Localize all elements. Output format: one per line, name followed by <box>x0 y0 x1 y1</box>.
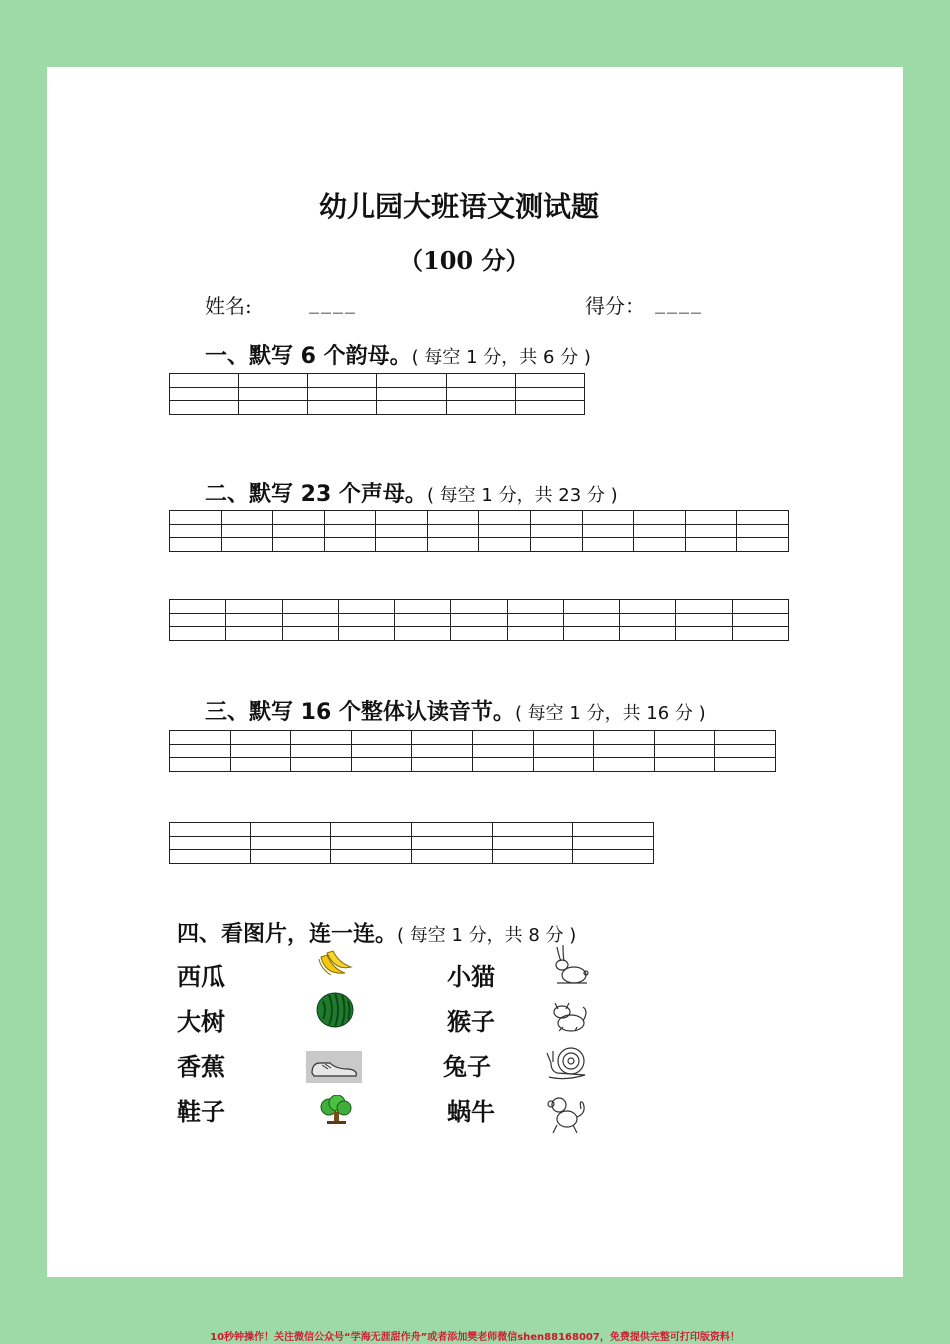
pinyin-writing-cell[interactable] <box>170 837 251 850</box>
section-4-heading <box>177 917 576 948</box>
pinyin-writing-cell[interactable] <box>282 627 338 641</box>
pinyin-writing-cell[interactable] <box>479 525 531 538</box>
pinyin-writing-cell[interactable] <box>573 850 654 864</box>
pinyin-writing-cell[interactable] <box>291 745 352 758</box>
pinyin-writing-cell[interactable] <box>170 538 222 552</box>
pinyin-writing-cell[interactable] <box>715 731 776 745</box>
pinyin-writing-cell[interactable] <box>230 758 291 772</box>
grid-line-row <box>170 511 789 525</box>
section-1-title: 一、默写 6 个韵母。 <box>205 344 412 369</box>
pinyin-writing-cell[interactable] <box>472 745 533 758</box>
pinyin-writing-cell[interactable] <box>324 511 376 525</box>
grid-line-row <box>170 600 789 614</box>
pinyin-writing-cell[interactable] <box>395 627 451 641</box>
word-kitten[interactable]: 小猫 <box>447 962 495 991</box>
pinyin-writing-cell[interactable] <box>620 614 676 627</box>
pinyin-writing-cell[interactable] <box>282 600 338 614</box>
word-banana[interactable]: 香蕉 <box>177 1052 225 1081</box>
pinyin-writing-cell[interactable] <box>573 823 654 837</box>
pinyin-writing-cell[interactable] <box>376 525 428 538</box>
pinyin-writing-cell[interactable] <box>412 745 473 758</box>
pinyin-writing-cell[interactable] <box>634 525 686 538</box>
pinyin-writing-cell[interactable] <box>221 538 273 552</box>
pinyin-writing-cell[interactable] <box>170 850 251 864</box>
word-monkey[interactable]: 猴子 <box>447 1007 495 1036</box>
grid-line-row <box>170 525 789 538</box>
pinyin-writing-cell[interactable] <box>377 401 446 415</box>
pinyin-writing-cell[interactable] <box>412 758 473 772</box>
grid-line-row <box>170 627 789 641</box>
pinyin-writing-cell[interactable] <box>582 511 634 525</box>
pinyin-writing-cell[interactable] <box>533 745 594 758</box>
pinyin-writing-cell[interactable] <box>170 600 226 614</box>
pinyin-writing-cell[interactable] <box>533 758 594 772</box>
pinyin-writing-cell[interactable] <box>507 600 563 614</box>
pinyin-writing-cell[interactable] <box>273 511 325 525</box>
word-rabbit[interactable]: 兔子 <box>443 1052 491 1081</box>
pinyin-writing-cell[interactable] <box>533 731 594 745</box>
pinyin-writing-cell[interactable] <box>531 511 583 525</box>
watermelon-icon[interactable] <box>315 991 355 1029</box>
grid-line-row <box>170 731 776 745</box>
pinyin-writing-cell[interactable] <box>737 525 789 538</box>
grid-line-row <box>170 538 789 552</box>
pinyin-writing-cell[interactable] <box>654 745 715 758</box>
word-shoe[interactable]: 鞋子 <box>177 1097 225 1126</box>
pinyin-writing-cell[interactable] <box>427 511 479 525</box>
pinyin-writing-cell[interactable] <box>412 731 473 745</box>
grid-line-row <box>170 374 585 388</box>
pinyin-writing-cell[interactable] <box>376 511 428 525</box>
pinyin-writing-cell[interactable] <box>676 614 732 627</box>
pinyin-writing-cell[interactable] <box>472 731 533 745</box>
pinyin-writing-cell[interactable] <box>221 511 273 525</box>
name-blank[interactable]: ____ <box>309 290 357 314</box>
grid-line-row <box>170 758 776 772</box>
section-1-note: ( 每空 1 分，共 6 分 ) <box>411 347 591 368</box>
pinyin-writing-cell[interactable] <box>170 731 231 745</box>
pinyin-writing-cell[interactable] <box>515 374 584 388</box>
pinyin-writing-cell[interactable] <box>308 401 377 415</box>
footer-note: 10秒钟操作！关注微信公众号“学海无涯甜作舟”或者添加樊老师微信shen88168007，免费提供完整可打印版资料！ <box>210 1332 740 1343</box>
pinyin-writing-cell[interactable] <box>676 600 732 614</box>
grid-line-row <box>170 823 654 837</box>
pinyin-writing-cell[interactable] <box>239 374 308 388</box>
pinyin-writing-cell[interactable] <box>338 627 394 641</box>
grid-line-row <box>170 837 654 850</box>
pinyin-writing-cell[interactable] <box>230 731 291 745</box>
pinyin-writing-cell[interactable] <box>685 538 737 552</box>
pinyin-grid-initials-row-2[interactable] <box>169 599 789 641</box>
pinyin-writing-cell[interactable] <box>685 525 737 538</box>
pinyin-writing-cell[interactable] <box>230 745 291 758</box>
pinyin-writing-cell[interactable] <box>715 758 776 772</box>
pinyin-writing-cell[interactable] <box>170 614 226 627</box>
pinyin-writing-cell[interactable] <box>479 538 531 552</box>
pinyin-writing-cell[interactable] <box>634 511 686 525</box>
pinyin-writing-cell[interactable] <box>427 525 479 538</box>
word-snail[interactable]: 蜗牛 <box>447 1097 495 1126</box>
pinyin-writing-cell[interactable] <box>273 538 325 552</box>
pinyin-writing-cell[interactable] <box>531 538 583 552</box>
pinyin-writing-cell[interactable] <box>351 731 412 745</box>
grid-line-row <box>170 850 654 864</box>
grid-line-row <box>170 401 585 415</box>
pinyin-writing-cell[interactable] <box>170 823 251 837</box>
pinyin-writing-cell[interactable] <box>737 538 789 552</box>
name-label: 姓名: <box>205 294 252 318</box>
pinyin-writing-cell[interactable] <box>451 600 507 614</box>
pinyin-writing-cell[interactable] <box>331 823 412 837</box>
pinyin-writing-cell[interactable] <box>472 758 533 772</box>
pinyin-writing-cell[interactable] <box>620 600 676 614</box>
pinyin-writing-cell[interactable] <box>221 525 273 538</box>
section-4-title: 四、看图片，连一连。 <box>177 922 398 947</box>
pinyin-writing-cell[interactable] <box>170 758 231 772</box>
pinyin-writing-cell[interactable] <box>446 388 515 401</box>
pinyin-writing-cell[interactable] <box>282 614 338 627</box>
pinyin-writing-cell[interactable] <box>411 837 492 850</box>
page-title: 幼儿园大班语文测试题 <box>319 190 600 223</box>
tree-icon[interactable] <box>317 1095 355 1125</box>
pinyin-grid-syllables-row-2[interactable] <box>169 822 654 864</box>
pinyin-writing-cell[interactable] <box>427 538 479 552</box>
pinyin-writing-cell[interactable] <box>226 600 282 614</box>
pinyin-writing-cell[interactable] <box>170 627 226 641</box>
worksheet-page <box>47 67 903 1277</box>
section-3-heading <box>205 695 706 726</box>
pinyin-writing-cell[interactable] <box>507 627 563 641</box>
pinyin-writing-cell[interactable] <box>446 374 515 388</box>
pinyin-writing-cell[interactable] <box>170 401 239 415</box>
cat-icon[interactable] <box>547 997 589 1035</box>
pinyin-writing-cell[interactable] <box>411 850 492 864</box>
pinyin-writing-cell[interactable] <box>377 374 446 388</box>
pinyin-writing-cell[interactable] <box>715 745 776 758</box>
pinyin-writing-cell[interactable] <box>338 600 394 614</box>
section-2-note: ( 每空 1 分，共 23 分 ) <box>426 485 618 506</box>
pinyin-writing-cell[interactable] <box>732 600 788 614</box>
pinyin-writing-cell[interactable] <box>594 745 655 758</box>
pinyin-writing-cell[interactable] <box>594 758 655 772</box>
pinyin-writing-cell[interactable] <box>563 600 619 614</box>
pinyin-writing-cell[interactable] <box>308 374 377 388</box>
pinyin-writing-cell[interactable] <box>685 511 737 525</box>
pinyin-writing-cell[interactable] <box>250 850 331 864</box>
pinyin-writing-cell[interactable] <box>582 525 634 538</box>
snail-icon[interactable] <box>545 1043 589 1083</box>
pinyin-writing-cell[interactable] <box>515 401 584 415</box>
pinyin-writing-cell[interactable] <box>170 388 239 401</box>
pinyin-writing-cell[interactable] <box>451 627 507 641</box>
pinyin-writing-cell[interactable] <box>563 614 619 627</box>
pinyin-writing-cell[interactable] <box>170 745 231 758</box>
section-3-title: 三、默写 16 个整体认读音节。 <box>205 700 515 725</box>
pinyin-writing-cell[interactable] <box>676 627 732 641</box>
section-2-heading <box>205 477 618 508</box>
pinyin-writing-cell[interactable] <box>479 511 531 525</box>
word-tree[interactable]: 大树 <box>177 1007 225 1036</box>
pinyin-writing-cell[interactable] <box>338 614 394 627</box>
pinyin-writing-cell[interactable] <box>291 731 352 745</box>
pinyin-writing-cell[interactable] <box>732 614 788 627</box>
score-label: 得分： <box>585 294 645 318</box>
pinyin-writing-cell[interactable] <box>170 374 239 388</box>
pinyin-writing-cell[interactable] <box>395 600 451 614</box>
pinyin-writing-cell[interactable] <box>620 627 676 641</box>
pinyin-writing-cell[interactable] <box>324 525 376 538</box>
section-1-heading <box>205 339 591 370</box>
pinyin-writing-cell[interactable] <box>654 731 715 745</box>
pinyin-writing-cell[interactable] <box>239 401 308 415</box>
pinyin-writing-cell[interactable] <box>531 525 583 538</box>
pinyin-writing-cell[interactable] <box>563 627 619 641</box>
pinyin-writing-cell[interactable] <box>273 525 325 538</box>
pinyin-writing-cell[interactable] <box>308 388 377 401</box>
pinyin-writing-cell[interactable] <box>377 388 446 401</box>
pinyin-writing-cell[interactable] <box>239 388 308 401</box>
pinyin-writing-cell[interactable] <box>291 758 352 772</box>
section-4-note: ( 每空 1 分，共 8 分 ) <box>397 925 577 946</box>
pinyin-writing-cell[interactable] <box>515 388 584 401</box>
pinyin-writing-cell[interactable] <box>451 614 507 627</box>
section-2-title: 二、默写 23 个声母。 <box>205 482 427 507</box>
pinyin-writing-cell[interactable] <box>654 758 715 772</box>
grid-line-row <box>170 388 585 401</box>
word-watermelon[interactable]: 西瓜 <box>177 962 225 991</box>
section-3-note: ( 每空 1 分，共 16 分 ) <box>514 703 706 724</box>
pinyin-grid-initials-row-1[interactable] <box>169 510 789 552</box>
pinyin-writing-cell[interactable] <box>582 538 634 552</box>
total-score: （100 分） <box>399 246 530 275</box>
pinyin-writing-cell[interactable] <box>331 850 412 864</box>
pinyin-writing-cell[interactable] <box>250 823 331 837</box>
pinyin-writing-cell[interactable] <box>351 758 412 772</box>
banana-icon[interactable] <box>315 949 355 981</box>
pinyin-writing-cell[interactable] <box>492 823 573 837</box>
pinyin-writing-cell[interactable] <box>507 614 563 627</box>
pinyin-writing-cell[interactable] <box>492 837 573 850</box>
monkey-icon[interactable] <box>545 1095 589 1135</box>
pinyin-writing-cell[interactable] <box>446 401 515 415</box>
pinyin-writing-cell[interactable] <box>351 745 412 758</box>
pinyin-writing-cell[interactable] <box>170 511 222 525</box>
pinyin-writing-cell[interactable] <box>737 511 789 525</box>
pinyin-writing-cell[interactable] <box>226 627 282 641</box>
pinyin-writing-cell[interactable] <box>573 837 654 850</box>
pinyin-writing-cell[interactable] <box>226 614 282 627</box>
pinyin-writing-cell[interactable] <box>634 538 686 552</box>
pinyin-writing-cell[interactable] <box>324 538 376 552</box>
pinyin-writing-cell[interactable] <box>492 850 573 864</box>
pinyin-writing-cell[interactable] <box>732 627 788 641</box>
grid-line-row <box>170 614 789 627</box>
pinyin-grid-finals[interactable] <box>169 373 585 415</box>
pinyin-grid-syllables-row-1[interactable] <box>169 730 776 772</box>
pinyin-writing-cell[interactable] <box>170 525 222 538</box>
pinyin-writing-cell[interactable] <box>250 837 331 850</box>
grid-line-row <box>170 745 776 758</box>
score-blank[interactable]: ____ <box>655 290 703 314</box>
pinyin-writing-cell[interactable] <box>395 614 451 627</box>
pinyin-writing-cell[interactable] <box>411 823 492 837</box>
pinyin-writing-cell[interactable] <box>594 731 655 745</box>
shoe-icon[interactable] <box>306 1051 362 1083</box>
pinyin-writing-cell[interactable] <box>331 837 412 850</box>
pinyin-writing-cell[interactable] <box>376 538 428 552</box>
rabbit-icon[interactable] <box>547 943 591 987</box>
